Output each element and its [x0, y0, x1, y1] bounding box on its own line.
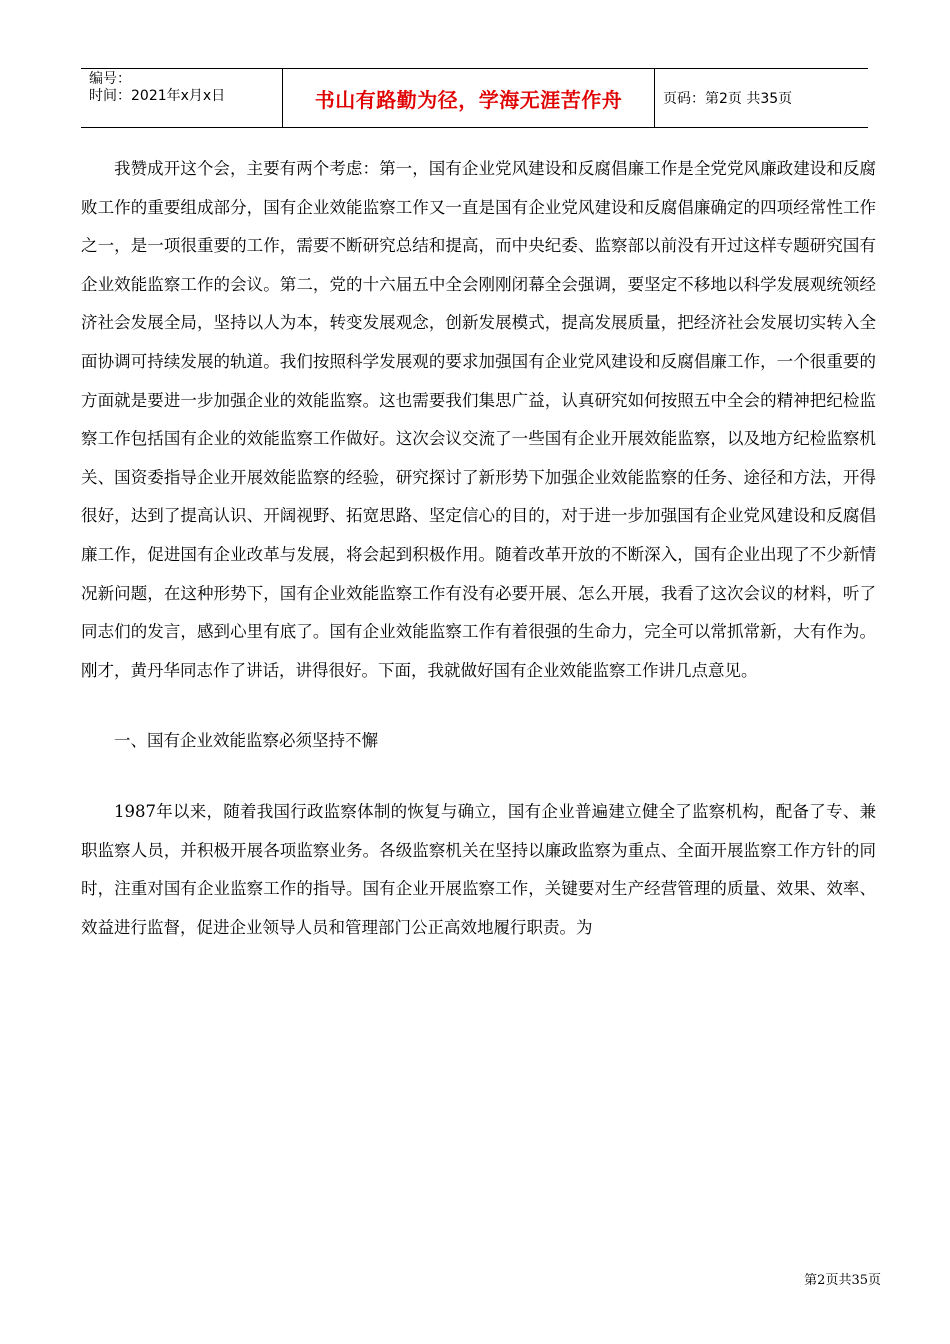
page-label: 页码：第2页 共35页 [663, 91, 793, 107]
body-paragraph: 我赞成开这个会，主要有两个考虑：第一，国有企业党风建设和反腐倡廉工作是全党党风廉政建设和反腐败工作的重要组成部分，国有企业效能监察工作又一直是国有企业党风建设和反腐倡廉确定的四项经常性工作之一，是一项很重要的工作，需要不断研究总结和提高，而中央纪委、监察部以前没有开过这样专题研究国有企业效能监察工作的会议。第二，党的十六届五中全会刚刚闭幕全会强调，要坚定不移地以科学发展观统领经济社会发展全局，坚持以人为本，转变发展观念，创新发展模式，提高发展质量，把经济社会发展切实转入全面协调可持续发展的轨道。我们按照科学发展观的要求加强国有企业党风建设和反腐倡廉工作，一个很重要的方面就是要进一步加强企业的效能监察。这也需要我们集思广益，认真研究如何按照五中全会的精神把纪检监察工作包括国有企业的效能监察工作做好。这次会议交流了一些国有企业开展效能监察，以及地方纪检监察机关、国资委指导企业开展效能监察的经验，研究探讨了新形势下加强企业效能监察的任务、途径和方法，开得很好，达到了提高认识、开阔视野、拓宽思路、坚定信心的目的，对于进一步加强国有企业党风建设和反腐倡廉工作，促进国有企业改革与发展，将会起到积极作用。随着改革开放的不断深入，国有企业出现了不少新情况新问题，在这种形势下，国有企业效能监察工作有没有必要开展、怎么开展，我看了这次会议的材料，听了同志们的发言，感到心里有底了。国有企业效能监察工作有着很强的生命力，完全可以常抓常新，大有作为。刚才，黄丹华同志作了讲话，讲得很好。下面，我就做好国有企业效能监察工作讲几点意见。 [81, 159, 876, 680]
motto-text: 书山有路勤为径，学海无涯苦作舟 [314, 87, 623, 112]
header-meta-cell [81, 69, 282, 127]
section-heading: 一、国有企业效能监察必须坚持不懈 [114, 731, 378, 751]
page-footer: 第2页共35页 [804, 1273, 881, 1288]
document-header [81, 68, 868, 128]
header-page-cell [655, 69, 868, 127]
number-label: 编号： [89, 71, 131, 87]
document-body [81, 150, 876, 947]
time-label: 时间：2021年x月x日 [89, 88, 226, 104]
header-motto-cell [282, 69, 655, 127]
body-paragraph: 1987年以来，随着我国行政监察体制的恢复与确立，国有企业普遍建立健全了监察机构，配备了专、兼职监察人员，并积极开展各项监察业务。各级监察机关在坚持以廉政监察为重点、全面开展监察工作方针的同时，注重对国有企业监察工作的指导。国有企业开展监察工作，关键要对生产经营管理的质量、效果、效率、效益进行监督，促进企业领导人员和管理部门公正高效地履行职责。为 [81, 801, 876, 937]
